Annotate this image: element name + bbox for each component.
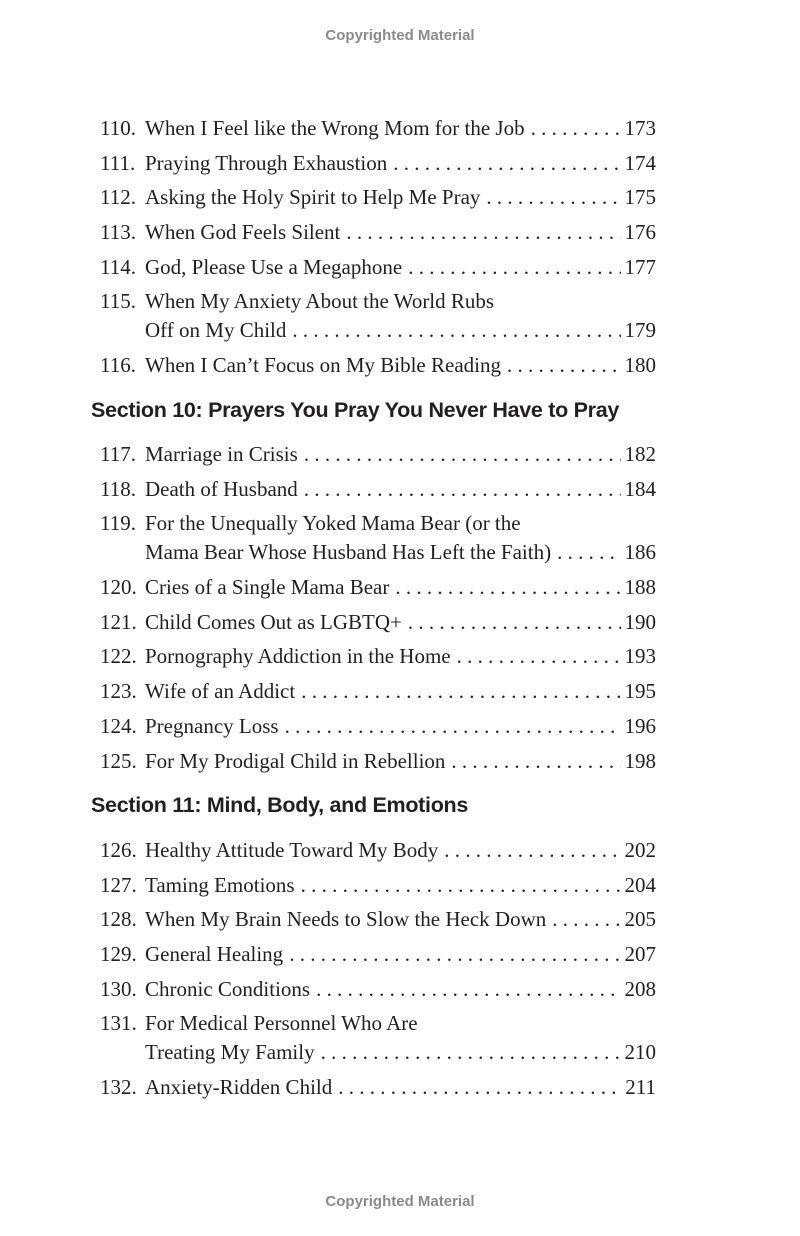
entry-number: 113. [100,220,136,245]
entry-title: Death of Husband [145,476,298,501]
page-number: 182 [624,442,656,466]
page-number: 205 [624,907,656,932]
entry-title: Taming Emotions [145,872,295,897]
dot-leader [289,940,620,969]
toc-entry[interactable] [100,975,656,1004]
toc-entry[interactable] [100,871,656,900]
toc-entry[interactable] [100,573,656,602]
entry-title: When My Anxiety About the World Rubs [145,289,495,314]
entry-number: 120. [100,575,137,600]
dot-leader [301,677,620,706]
entry-number: 110. [100,116,136,140]
entry-number: 131. [100,1011,137,1036]
page-number: 186 [624,540,656,565]
dot-leader [304,440,621,469]
page-number: 173 [624,116,656,140]
page-number: 177 [624,254,656,279]
entry-number: 126. [100,838,137,862]
entry-number: 117. [100,442,136,466]
entry-title: For My Prodigal Child in Rebellion [145,748,446,773]
dot-leader [292,316,620,345]
dot-leader [531,114,621,143]
toc-group [100,114,656,386]
dot-leader [444,836,620,865]
dot-leader [316,975,620,1004]
page-number: 198 [624,748,656,773]
entry-title: Healthy Attitude Toward My Body [145,838,439,862]
toc-entry[interactable] [100,149,656,178]
dot-leader [408,253,620,282]
entry-number: 124. [100,713,137,738]
dot-leader [451,747,620,776]
entry-title: When I Feel like the Wrong Mom for the Job [145,116,525,140]
toc-entry[interactable] [100,183,656,212]
entry-title: For Medical Personnel Who Are [145,1011,418,1036]
page-number: 196 [624,713,656,738]
toc-entry[interactable] [100,1073,656,1102]
entry-number: 118. [100,476,136,501]
toc-entry[interactable] [100,677,656,706]
entry-title: When God Feels Silent [145,220,341,245]
page-number: 204 [624,872,656,897]
dot-leader [557,538,620,567]
page-number: 179 [624,318,656,343]
entry-title: Off on My Child [145,318,287,343]
page-number: 175 [624,185,656,210]
entry-number: 123. [100,679,137,704]
toc-section-entries [100,836,656,1108]
entry-number: 111. [100,150,136,175]
toc-entry[interactable] [100,351,656,380]
section-heading: Section 10: Prayers You Pray You Never Have to Pray [91,398,620,422]
entry-title: Mama Bear Whose Husband Has Left the Faith) [145,540,552,565]
dot-leader [486,183,620,212]
toc-entry[interactable] [100,218,656,247]
page-number: 210 [624,1040,656,1065]
toc-entry[interactable] [100,836,656,865]
page-number: 207 [624,942,656,967]
dot-leader [408,608,621,637]
entry-title: Cries of a Single Mama Bear [145,575,390,600]
toc-entry[interactable] [100,287,656,345]
dot-leader [285,712,621,741]
dot-leader [346,218,620,247]
entry-title: Anxiety-Ridden Child [145,1075,333,1100]
page-number: 190 [624,609,656,634]
dot-leader [321,1038,621,1067]
entry-number: 114. [100,254,136,279]
dot-leader [457,642,621,671]
entry-title: Chronic Conditions [145,976,311,1001]
page-number: 188 [624,575,656,600]
toc-entry[interactable] [100,1009,656,1067]
toc-entry[interactable] [100,608,656,637]
page-number: 193 [624,644,656,669]
entry-title: God, Please Use a Megaphone [145,254,403,279]
toc-entry[interactable] [100,114,656,143]
dot-leader [304,475,621,504]
entry-number: 132. [100,1075,137,1100]
page-number: 180 [624,353,656,378]
page-number: 174 [624,150,656,175]
entry-number: 128. [100,907,137,932]
dot-leader [395,573,620,602]
entry-title: When My Brain Needs to Slow the Heck Down [145,907,547,932]
page-number: 176 [624,220,656,245]
page-number: 208 [624,976,656,1001]
toc-entry[interactable] [100,747,656,776]
toc-entry[interactable] [100,642,656,671]
entry-number: 122. [100,644,137,669]
entry-number: 130. [100,976,137,1001]
copyright-header: Copyrighted Material [325,27,475,44]
toc-entry[interactable] [100,440,656,469]
entry-number: 116. [100,353,136,378]
entry-number: 112. [100,185,136,210]
entry-title: Wife of an Addict [145,679,296,704]
entry-number: 125. [100,748,137,773]
dot-leader [393,149,620,178]
dot-leader [552,905,620,934]
entry-title: For the Unequally Yoked Mama Bear (or the [145,511,521,536]
page-number: 184 [624,476,656,501]
toc-entry[interactable] [100,905,656,934]
entry-number: 127. [100,872,137,897]
entry-number: 129. [100,942,137,967]
toc-entry[interactable] [100,712,656,741]
entry-title: Treating My Family [145,1040,315,1065]
entry-title: Pregnancy Loss [145,713,279,738]
page-number: 195 [624,679,656,704]
entry-number: 121. [100,609,137,634]
entry-title: Marriage in Crisis [145,442,298,466]
dot-leader [338,1073,621,1102]
entry-title: Asking the Holy Spirit to Help Me Pray [145,185,481,210]
entry-number: 119. [100,511,136,536]
entry-title: General Healing [145,942,284,967]
dot-leader [507,351,621,380]
page-number: 211 [625,1075,656,1100]
dot-leader [301,871,621,900]
copyright-footer: Copyrighted Material [325,1193,475,1210]
entry-title: Pornography Addiction in the Home [145,644,451,669]
toc-entry[interactable] [100,253,656,282]
toc-section-entries [100,440,656,781]
toc-entry[interactable] [100,509,656,567]
entry-title: When I Can’t Focus on My Bible Reading [145,353,501,378]
section-heading: Section 11: Mind, Body, and Emotions [91,793,469,817]
toc-entry[interactable] [100,475,656,504]
toc-entry[interactable] [100,940,656,969]
entry-number: 115. [100,289,136,314]
entry-title: Praying Through Exhaustion [145,150,388,175]
entry-title: Child Comes Out as LGBTQ+ [145,609,402,634]
page-number: 202 [624,838,656,862]
